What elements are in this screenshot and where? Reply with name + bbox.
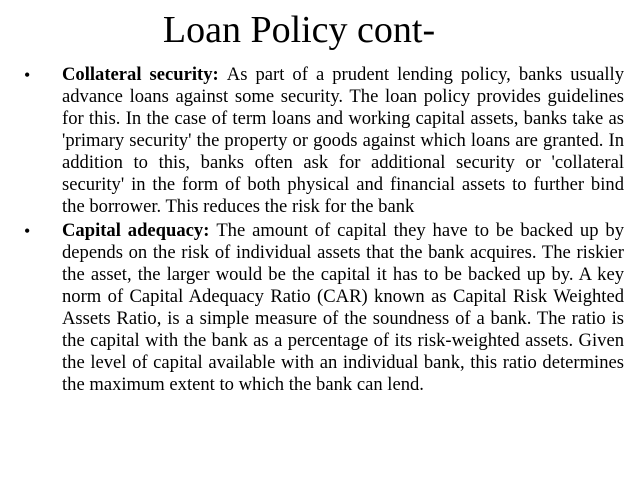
bullet-item-collateral-security (22, 64, 624, 218)
bullet-text: The amount of capital they have to be backed up by depends on the risk of individual assets that the bank acquires. The riskier the asset, the larger would be the capital it has to be backed up by. A key norm of Capital Adequacy Ratio (CAR) known as Capital Risk Weighted Assets Ratio, is a simple measure of the soundness of a bank. The ratio is the capital with the bank as a percentage of its risk-weighted assets. Given the level of capital available with an individual bank, this ratio determines the maximum extent to which the bank can lend. (62, 220, 625, 395)
slide-title: Loan Policy cont- (162, 9, 436, 51)
bullet-term: Capital adequacy: (62, 220, 217, 241)
bullet-icon: • (24, 221, 31, 241)
bullet-icon: • (24, 65, 31, 85)
bullet-list (22, 64, 624, 398)
bullet-text: As part of a prudent lending policy, banks usually advance loans against some security. The loan policy provides guidelines for this. In the case of term loans and working capital assets, banks take as 'primary security' the property or goods against which loans are granted. In addition to this, banks often ask for additional security or 'collateral security' in the form of both physical and financial assets to further bind the borrower. This reduces the risk for the bank (62, 64, 624, 217)
bullet-item-capital-adequacy (22, 220, 624, 396)
bullet-term: Collateral security: (62, 64, 227, 85)
